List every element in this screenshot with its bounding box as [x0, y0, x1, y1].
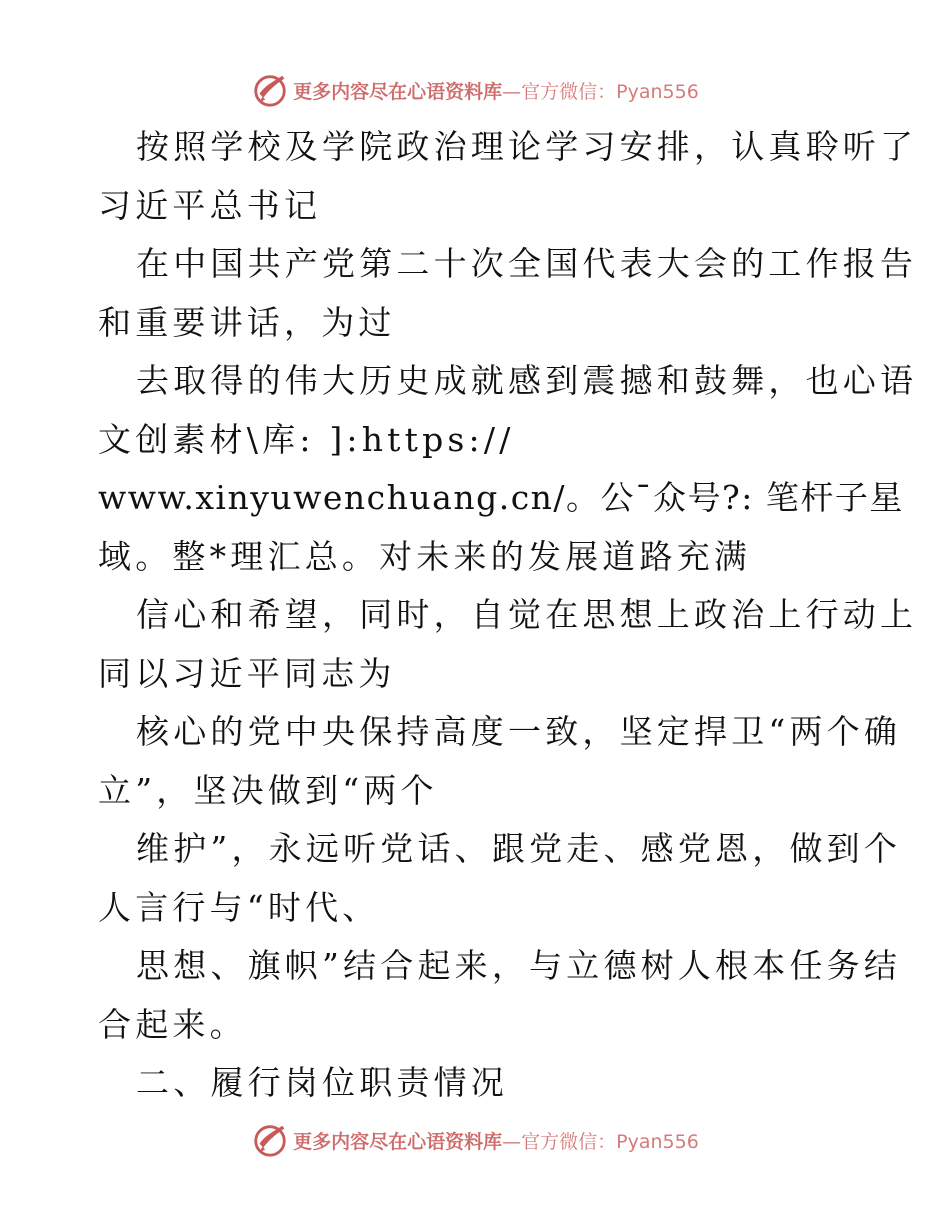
header-watermark: [0, 68, 950, 112]
text-line: 去取得的伟大历史成就感到震撼和鼓舞，也心语: [136, 361, 918, 400]
text-line: 核心的党中央保持高度一致，坚定捍卫“两个确: [136, 712, 902, 751]
watermark-text-rest: —官方微信：Pyan556: [502, 80, 699, 103]
text-line: 人言行与“时代、: [98, 887, 380, 927]
text-line: 合起来。: [98, 1004, 247, 1044]
footer-watermark: [0, 1118, 950, 1162]
text-line: 同以习近平同志为: [98, 653, 396, 693]
text-line: 按照学校及学院政治理论学习安排，认真聆听了: [136, 127, 918, 166]
text-line: 在中国共产党第二十次全国代表大会的工作报告: [136, 244, 918, 283]
watermark-text: [293, 77, 699, 104]
text-line: www.xinyuwenchuang.cn/。公¯众号?: 笔杆子星: [98, 478, 904, 517]
pen-logo-icon: [251, 1121, 289, 1159]
watermark-text-rest: —官方微信：Pyan556: [502, 1130, 699, 1153]
text-line: 和重要讲话，为过: [98, 302, 396, 342]
watermark-text-bold: 更多内容尽在心语资料库: [293, 1130, 503, 1153]
text-line: 文创素材\库: ]:https://: [98, 419, 515, 459]
text-line: 维护”，永远听党话、跟党走、感党恩，做到个: [136, 829, 902, 868]
text-line: 思想、旗帜”结合起来，与立德树人根本任务结: [136, 946, 902, 985]
text-line: 域。整*理汇总。对未来的发展道路充满: [98, 536, 752, 576]
watermark-text: [293, 1127, 699, 1154]
text-line: 立”，坚决做到“两个: [98, 770, 438, 810]
text-line: 习近平总书记: [98, 185, 322, 225]
pen-logo-icon: [251, 71, 289, 109]
text-line: 信心和希望，同时，自觉在思想上政治上行动上: [136, 595, 918, 634]
document-body: [98, 118, 918, 1113]
section-heading: 二、履行岗位职责情况: [136, 1063, 508, 1102]
watermark-text-bold: 更多内容尽在心语资料库: [293, 80, 503, 103]
